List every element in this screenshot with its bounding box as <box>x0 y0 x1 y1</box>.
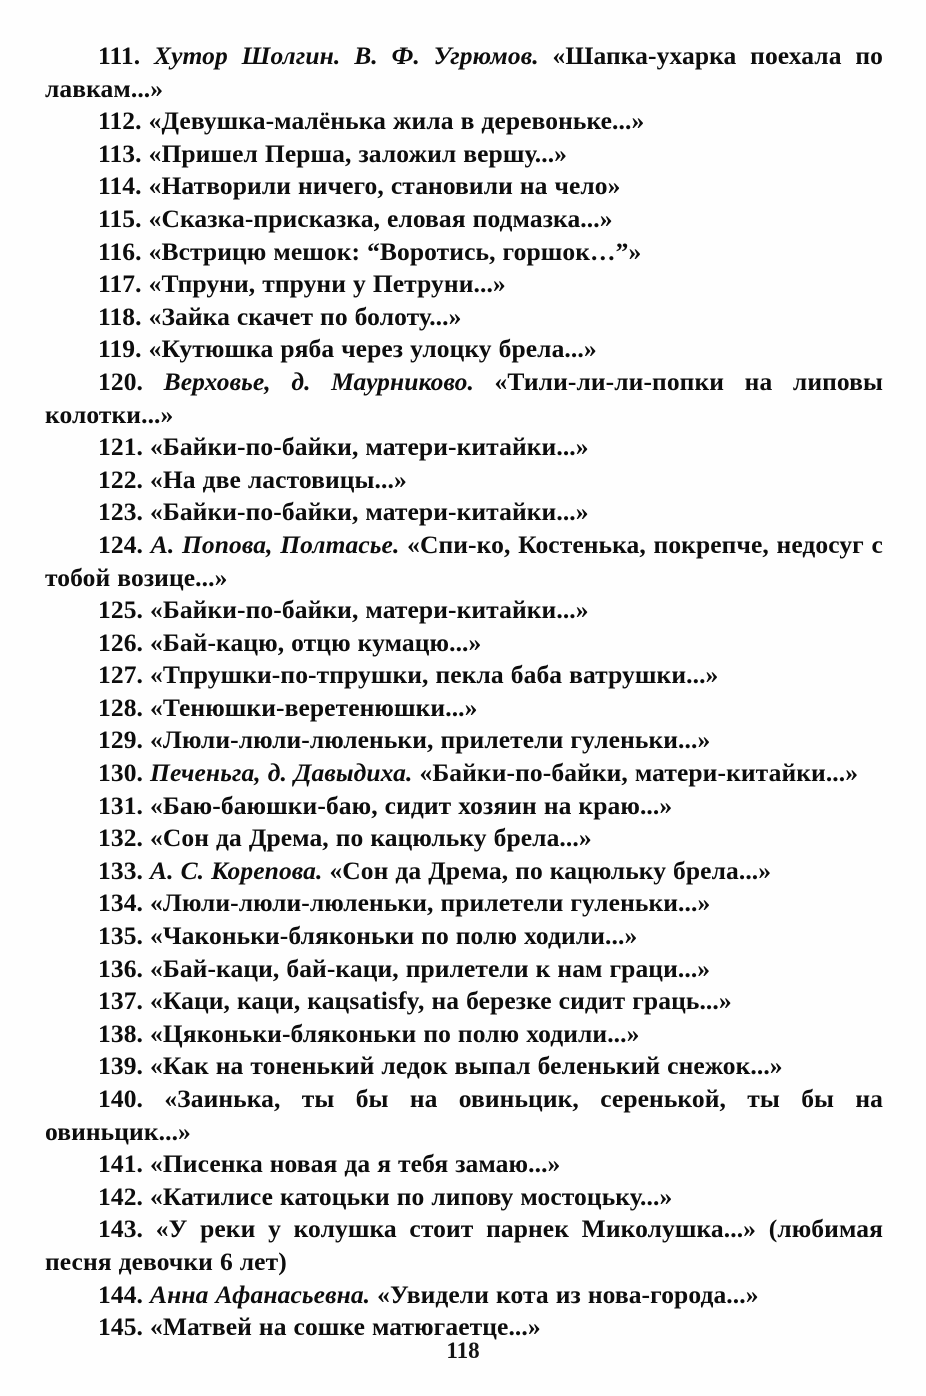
entry-text: «Каци, каци, кацsatisfy, на березке сидит граць...» <box>150 986 732 1016</box>
entry-source: А. С. Корепова. <box>150 855 323 885</box>
list-item <box>45 105 883 138</box>
list-item <box>45 1083 883 1148</box>
entry-text: «Тенюшки-веретенюшки...» <box>150 692 478 722</box>
entry-text: «Сон да Дрема, по кацюльку брела...» <box>329 855 772 885</box>
entry-text: «Сон да Дрема, по кацюльку брела...» <box>150 823 592 853</box>
entry-text: «Шапка-ухарка поехала по лавкам...» <box>45 41 883 103</box>
entry-text: «Катилисе катоцьки по липову мостоцьку...» <box>150 1181 673 1211</box>
entry-number: 128. <box>98 692 144 722</box>
entry-text: «Кутюшка ряба через улоцку брела...» <box>148 334 597 364</box>
entry-number: 111. <box>98 41 141 70</box>
entry-source: Печеньга, д. Давыдиха. <box>150 758 413 788</box>
entry-number: 116. <box>98 236 142 266</box>
entry-text: «Пришел Перша, заложил вершу...» <box>148 138 568 168</box>
entry-text: «Люли-люли-люленьки, прилетели гуленьки...» <box>150 725 711 755</box>
entry-text: «Байки-по-байки, матери-китайки...» <box>419 758 859 788</box>
list-item <box>45 724 883 757</box>
entry-number: 127. <box>98 660 144 690</box>
list-item <box>45 40 883 105</box>
entry-number: 120. <box>98 366 144 396</box>
list-item <box>45 431 883 464</box>
entry-number: 113. <box>98 138 142 168</box>
list-item <box>45 1181 883 1214</box>
list-item <box>45 366 883 431</box>
entry-source: Верховье, д. Маурниково. <box>163 366 474 396</box>
entry-text: «Писенка новая да я тебя замаю...» <box>150 1149 561 1179</box>
entry-source: А. Попова, Полтасье. <box>150 529 400 559</box>
entry-text: «На две ластовицы...» <box>150 464 407 494</box>
list-item <box>45 790 883 823</box>
entry-text: «Увидели кота из нова-города...» <box>377 1279 759 1309</box>
entry-number: 134. <box>98 888 144 918</box>
entry-text: «Как на тоненький ледок выпал беленький снежок...» <box>150 1051 783 1081</box>
entry-number: 145. <box>98 1312 144 1342</box>
entry-text: «Тили-ли-ли-попки на липовы колотки...» <box>45 366 883 429</box>
entry-number: 124. <box>98 529 144 559</box>
entry-number: 122. <box>98 464 144 494</box>
entry-list <box>45 40 883 1344</box>
entry-number: 121. <box>98 432 144 462</box>
list-item <box>45 855 883 888</box>
list-item <box>45 203 883 236</box>
list-item <box>45 985 883 1018</box>
entry-text: «Сказка-присказка, еловая подмазка...» <box>148 203 613 233</box>
entry-text: «Тпруни, тпруни у Петруни...» <box>148 269 506 299</box>
entry-number: 130. <box>98 758 144 788</box>
entry-number: 117. <box>98 269 142 299</box>
entry-text: «Спи-ко, Костенька, покрепче, недосуг с тобой возице...» <box>45 529 883 592</box>
list-item <box>45 301 883 334</box>
list-item <box>45 822 883 855</box>
list-item <box>45 692 883 725</box>
list-item <box>45 594 883 627</box>
entry-number: 133. <box>98 855 144 885</box>
entry-number: 144. <box>98 1279 144 1309</box>
entry-text: «Байки-по-байки, матери-китайки...» <box>150 497 589 527</box>
list-item <box>45 1018 883 1051</box>
entry-number: 129. <box>98 725 144 755</box>
entry-text: «Байки-по-байки, матери-китайки...» <box>150 595 589 625</box>
entry-text: «Чаконьки-бляконьки по полю ходили...» <box>150 921 638 951</box>
entry-number: 139. <box>98 1051 144 1081</box>
entry-text: «Зайка скачет по болоту...» <box>148 301 462 331</box>
entry-number: 112. <box>98 106 142 136</box>
list-item <box>45 1148 883 1181</box>
entry-source: Анна Афанасьевна. <box>150 1279 371 1309</box>
entry-number: 135. <box>98 921 144 951</box>
entry-text: «Байки-по-байки, матери-китайки...» <box>150 432 589 462</box>
entry-number: 126. <box>98 627 144 657</box>
entry-number: 123. <box>98 497 144 527</box>
list-item <box>45 236 883 269</box>
list-item <box>45 496 883 529</box>
entry-text: «Люли-люли-люленьки, прилетели гуленьки...» <box>150 888 711 918</box>
list-item <box>45 920 883 953</box>
entry-number: 143. <box>98 1214 144 1244</box>
list-item <box>45 268 883 301</box>
entry-text: «Тпрушки-по-тпрушки, пекла баба ватрушки...» <box>150 660 719 690</box>
list-item <box>45 1050 883 1083</box>
entry-number: 140. <box>98 1084 144 1113</box>
entry-source: Хутор Шолгин. В. Ф. Угрюмов. <box>154 41 539 70</box>
entry-number: 132. <box>98 823 144 853</box>
list-item <box>45 333 883 366</box>
list-item <box>45 659 883 692</box>
list-item <box>45 953 883 986</box>
entry-number: 136. <box>98 953 144 983</box>
entry-text: «У реки у колушка стоит парнек Миколушка...» (любимая песня девочки 6 лет) <box>45 1214 883 1276</box>
entry-text: «Цяконьки-бляконьки по полю ходили...» <box>150 1018 640 1048</box>
entry-number: 137. <box>98 986 144 1016</box>
list-item <box>45 1279 883 1312</box>
list-item <box>45 627 883 660</box>
entry-text: «Баю-баюшки-баю, сидит хозяин на краю...» <box>150 790 673 820</box>
entry-text: «Встрицю мешок: “Воротись, горшок…”» <box>148 236 642 266</box>
entry-text: «Натворили ничего, становили на чело» <box>148 171 621 201</box>
list-item <box>45 529 883 594</box>
entry-number: 138. <box>98 1018 144 1048</box>
entry-text: «Матвей на сошке матюгаетце...» <box>150 1312 541 1342</box>
entry-number: 114. <box>98 171 142 201</box>
list-item <box>45 887 883 920</box>
entry-number: 118. <box>98 301 142 331</box>
entry-number: 141. <box>98 1149 144 1179</box>
list-item <box>45 138 883 171</box>
list-item <box>45 170 883 203</box>
entry-number: 115. <box>98 203 142 233</box>
entry-number: 142. <box>98 1181 144 1211</box>
entry-number: 119. <box>98 334 142 364</box>
entry-number: 125. <box>98 595 144 625</box>
entry-text: «Бай-кацю, отцю кумацю...» <box>150 627 482 657</box>
list-item <box>45 757 883 790</box>
page-number: 118 <box>446 1338 480 1363</box>
list-item <box>45 464 883 497</box>
entry-text: «Бай-каци, бай-каци, прилетели к нам граци...» <box>150 953 711 983</box>
entry-text: «Девушка-малёнька жила в деревоньке...» <box>148 106 645 136</box>
entry-number: 131. <box>98 790 144 820</box>
entry-text: «Заинька, ты бы на овиньцик, серенькой, ты бы на овиньцик...» <box>45 1084 883 1146</box>
list-item <box>45 1213 883 1278</box>
